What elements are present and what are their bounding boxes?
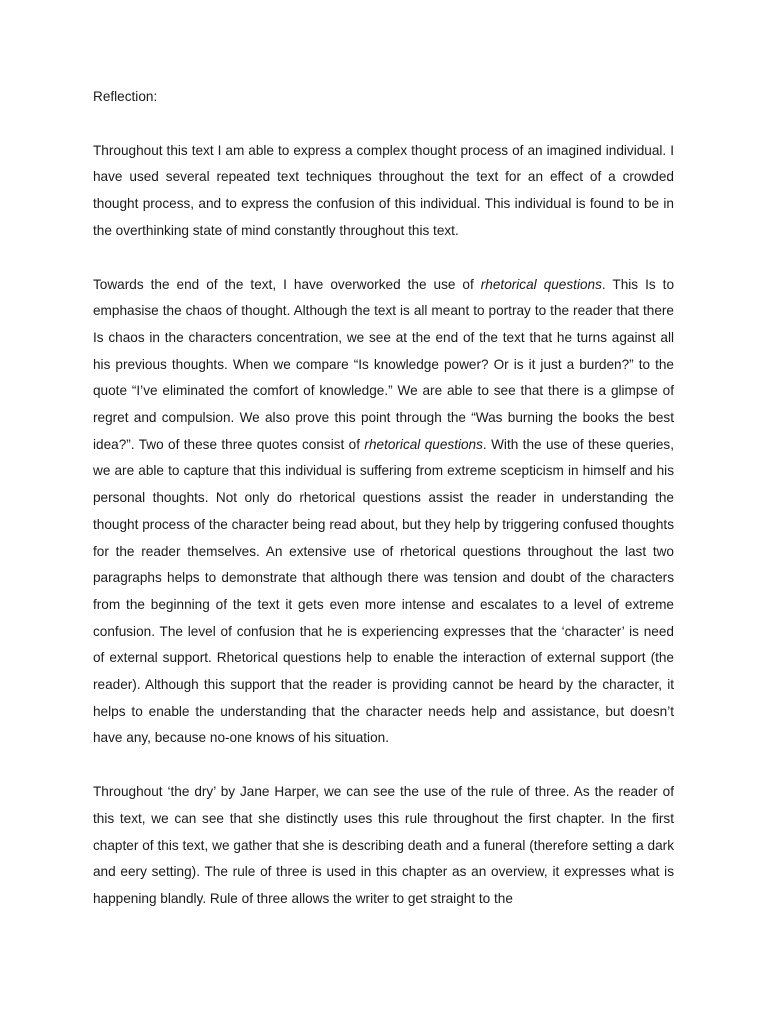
paragraph-text: Towards the end of the text, I have overworked the use of bbox=[93, 276, 481, 292]
paragraph-rhetorical-questions bbox=[93, 272, 674, 753]
italic-term: rhetorical questions bbox=[364, 436, 483, 452]
paragraph-intro bbox=[93, 138, 674, 245]
paragraph-text: . With the use of these queries, we are able to capture that this individual is suffering from extreme scepticism in himself and his personal thoughts. Not only do rhetorical questions assist the reader in understanding the thought process of the character being read about, but they help by triggering confused thoughts for the reader themselves. An extensive use of rhetorical questions throughout the last two paragraphs helps to demonstrate that although there was tension and doubt of the characters from the beginning of the text it gets even more intense and escalates to a level of extreme confusion. The level of confusion that he is experiencing expresses that the ‘character’ is need of external support. Rhetorical questions help to enable the interaction of external support (the reader). Although this support that the reader is providing cannot be heard by the character, it helps to enable the understanding that the character needs help and assistance, but doesn’t have any, because no-one knows of his situation. bbox=[93, 436, 674, 746]
document-page bbox=[93, 84, 674, 913]
paragraph-rule-of-three bbox=[93, 779, 674, 913]
italic-term: rhetorical questions bbox=[480, 276, 602, 292]
paragraph-text: Throughout this text I am able to express a complex thought process of an imagined individual. I have used several repeated text techniques throughout the text for an effect of a crowded thought process, and to express the confusion of this individual. This individual is found to be in the overthinking state of mind constantly throughout this text. bbox=[93, 142, 674, 238]
paragraph-text: . This Is to emphasise the chaos of thought. Although the text is all meant to portray to the reader that there Is chaos in the characters concentration, we see at the end of the text that he turns against all his previous thoughts. When we compare “Is knowledge power? Or is it just a burden?” to the quote “I’ve eliminated the comfort of knowledge.” We are able to see that there is a glimpse of regret and compulsion. We also prove this point through the “Was burning the books the best idea?”. Two of these three quotes consist of bbox=[93, 276, 675, 452]
document-heading: Reflection: bbox=[93, 89, 158, 104]
paragraph-text: Throughout ‘the dry’ by Jane Harper, we can see the use of the rule of three. As the reader of this text, we can see that she distinctly uses this rule throughout the first chapter. In the first chapter of this text, we gather that she is describing death and a funeral (therefore setting a dark and eery setting). The rule of three is used in this chapter as an overview, it expresses what is happening blandly. Rule of three allows the writer to get straight to the bbox=[93, 784, 674, 906]
